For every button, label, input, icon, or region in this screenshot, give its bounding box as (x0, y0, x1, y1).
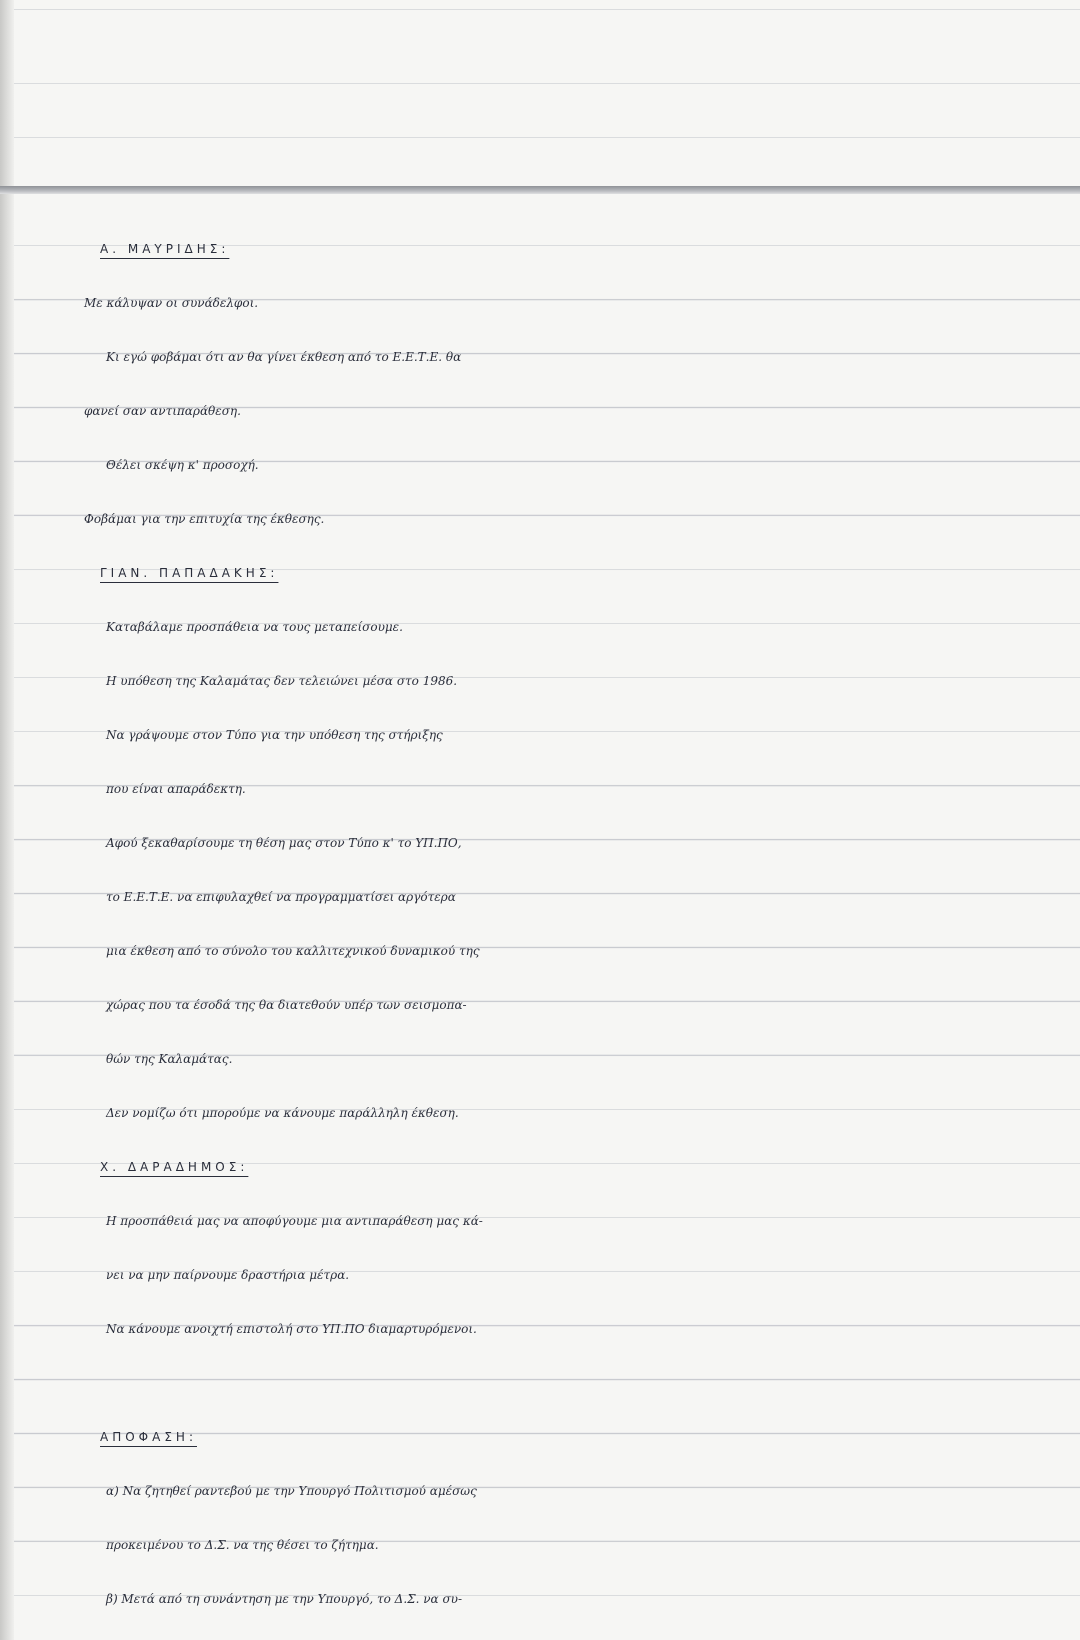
speaker-heading: Α. ΜΑΥΡΙΔΗΣ: (100, 242, 230, 256)
text-line: Αφού ξεκαθαρίσουμε τη θέση μας στον Τύπο κ' το ΥΠ.ΠΟ, (106, 836, 462, 850)
text-line: Φοβάμαι για την επιτυχία της έκθεσης. (84, 512, 325, 526)
top-margin-rule (0, 186, 1080, 194)
text-line: α) Να ζητηθεί ραντεβού με την Υπουργό Πολιτισμού αμέσως (106, 1484, 477, 1498)
text-line: β) Μετά από τη συνάντηση με την Υπουργό, το Δ.Σ. να συ- (106, 1592, 463, 1606)
text-line: Θέλει σκέψη κ' προσοχή. (106, 458, 259, 472)
text-line: φανεί σαν αντιπαράθεση. (84, 404, 241, 418)
speaker-heading: Χ. ΔΑΡΑΔΗΜΟΣ: (100, 1160, 249, 1174)
handwritten-minutes (84, 222, 1054, 1626)
text-line: Η υπόθεση της Καλαμάτας δεν τελειώνει μέσα στο 1986. (106, 674, 458, 688)
text-line: προκειμένου το Δ.Σ. να της θέσει το ζήτημα. (106, 1538, 379, 1552)
text-line: νει να μην παίρνουμε δραστήρια μέτρα. (106, 1268, 350, 1282)
text-line: μια έκθεση από το σύνολο του καλλιτεχνικού δυναμικού της (106, 944, 480, 958)
binding-shadow (0, 0, 14, 1640)
text-line: Δεν νομίζω ότι μπορούμε να κάνουμε παράλληλη έκθεση. (106, 1106, 459, 1120)
decision-heading: ΑΠΟΦΑΣΗ: (100, 1430, 197, 1444)
text-line: Να κάνουμε ανοιχτή επιστολή στο ΥΠ.ΠΟ διαμαρτυρόμενοι. (106, 1322, 477, 1336)
text-line: που είναι απαράδεκτη. (106, 782, 246, 796)
text-line: το Ε.Ε.Τ.Ε. να επιφυλαχθεί να προγραμματίσει αργότερα (106, 890, 456, 904)
text-line: Να γράψουμε στον Τύπο για την υπόθεση της στήριξης (106, 728, 443, 742)
text-line: χώρας που τα έσοδά της θα διατεθούν υπέρ των σεισμοπα- (106, 998, 467, 1012)
blank-line (84, 1356, 1054, 1410)
text-line: θών της Καλαμάτας. (106, 1052, 233, 1066)
text-line: Η προσπάθειά μας να αποφύγουμε μια αντιπαράθεση μας κά- (106, 1214, 483, 1228)
text-line: Καταβάλαμε προσπάθεια να τους μεταπείσουμε. (106, 620, 403, 634)
text-line: Κι εγώ φοβάμαι ότι αν θα γίνει έκθεση από το Ε.Ε.Τ.Ε. θα (106, 350, 462, 364)
speaker-heading: ΓΙΑΝ. ΠΑΠΑΔΑΚΗΣ: (100, 566, 279, 580)
text-line: Με κάλυψαν οι συνάδελφοι. (84, 296, 259, 310)
